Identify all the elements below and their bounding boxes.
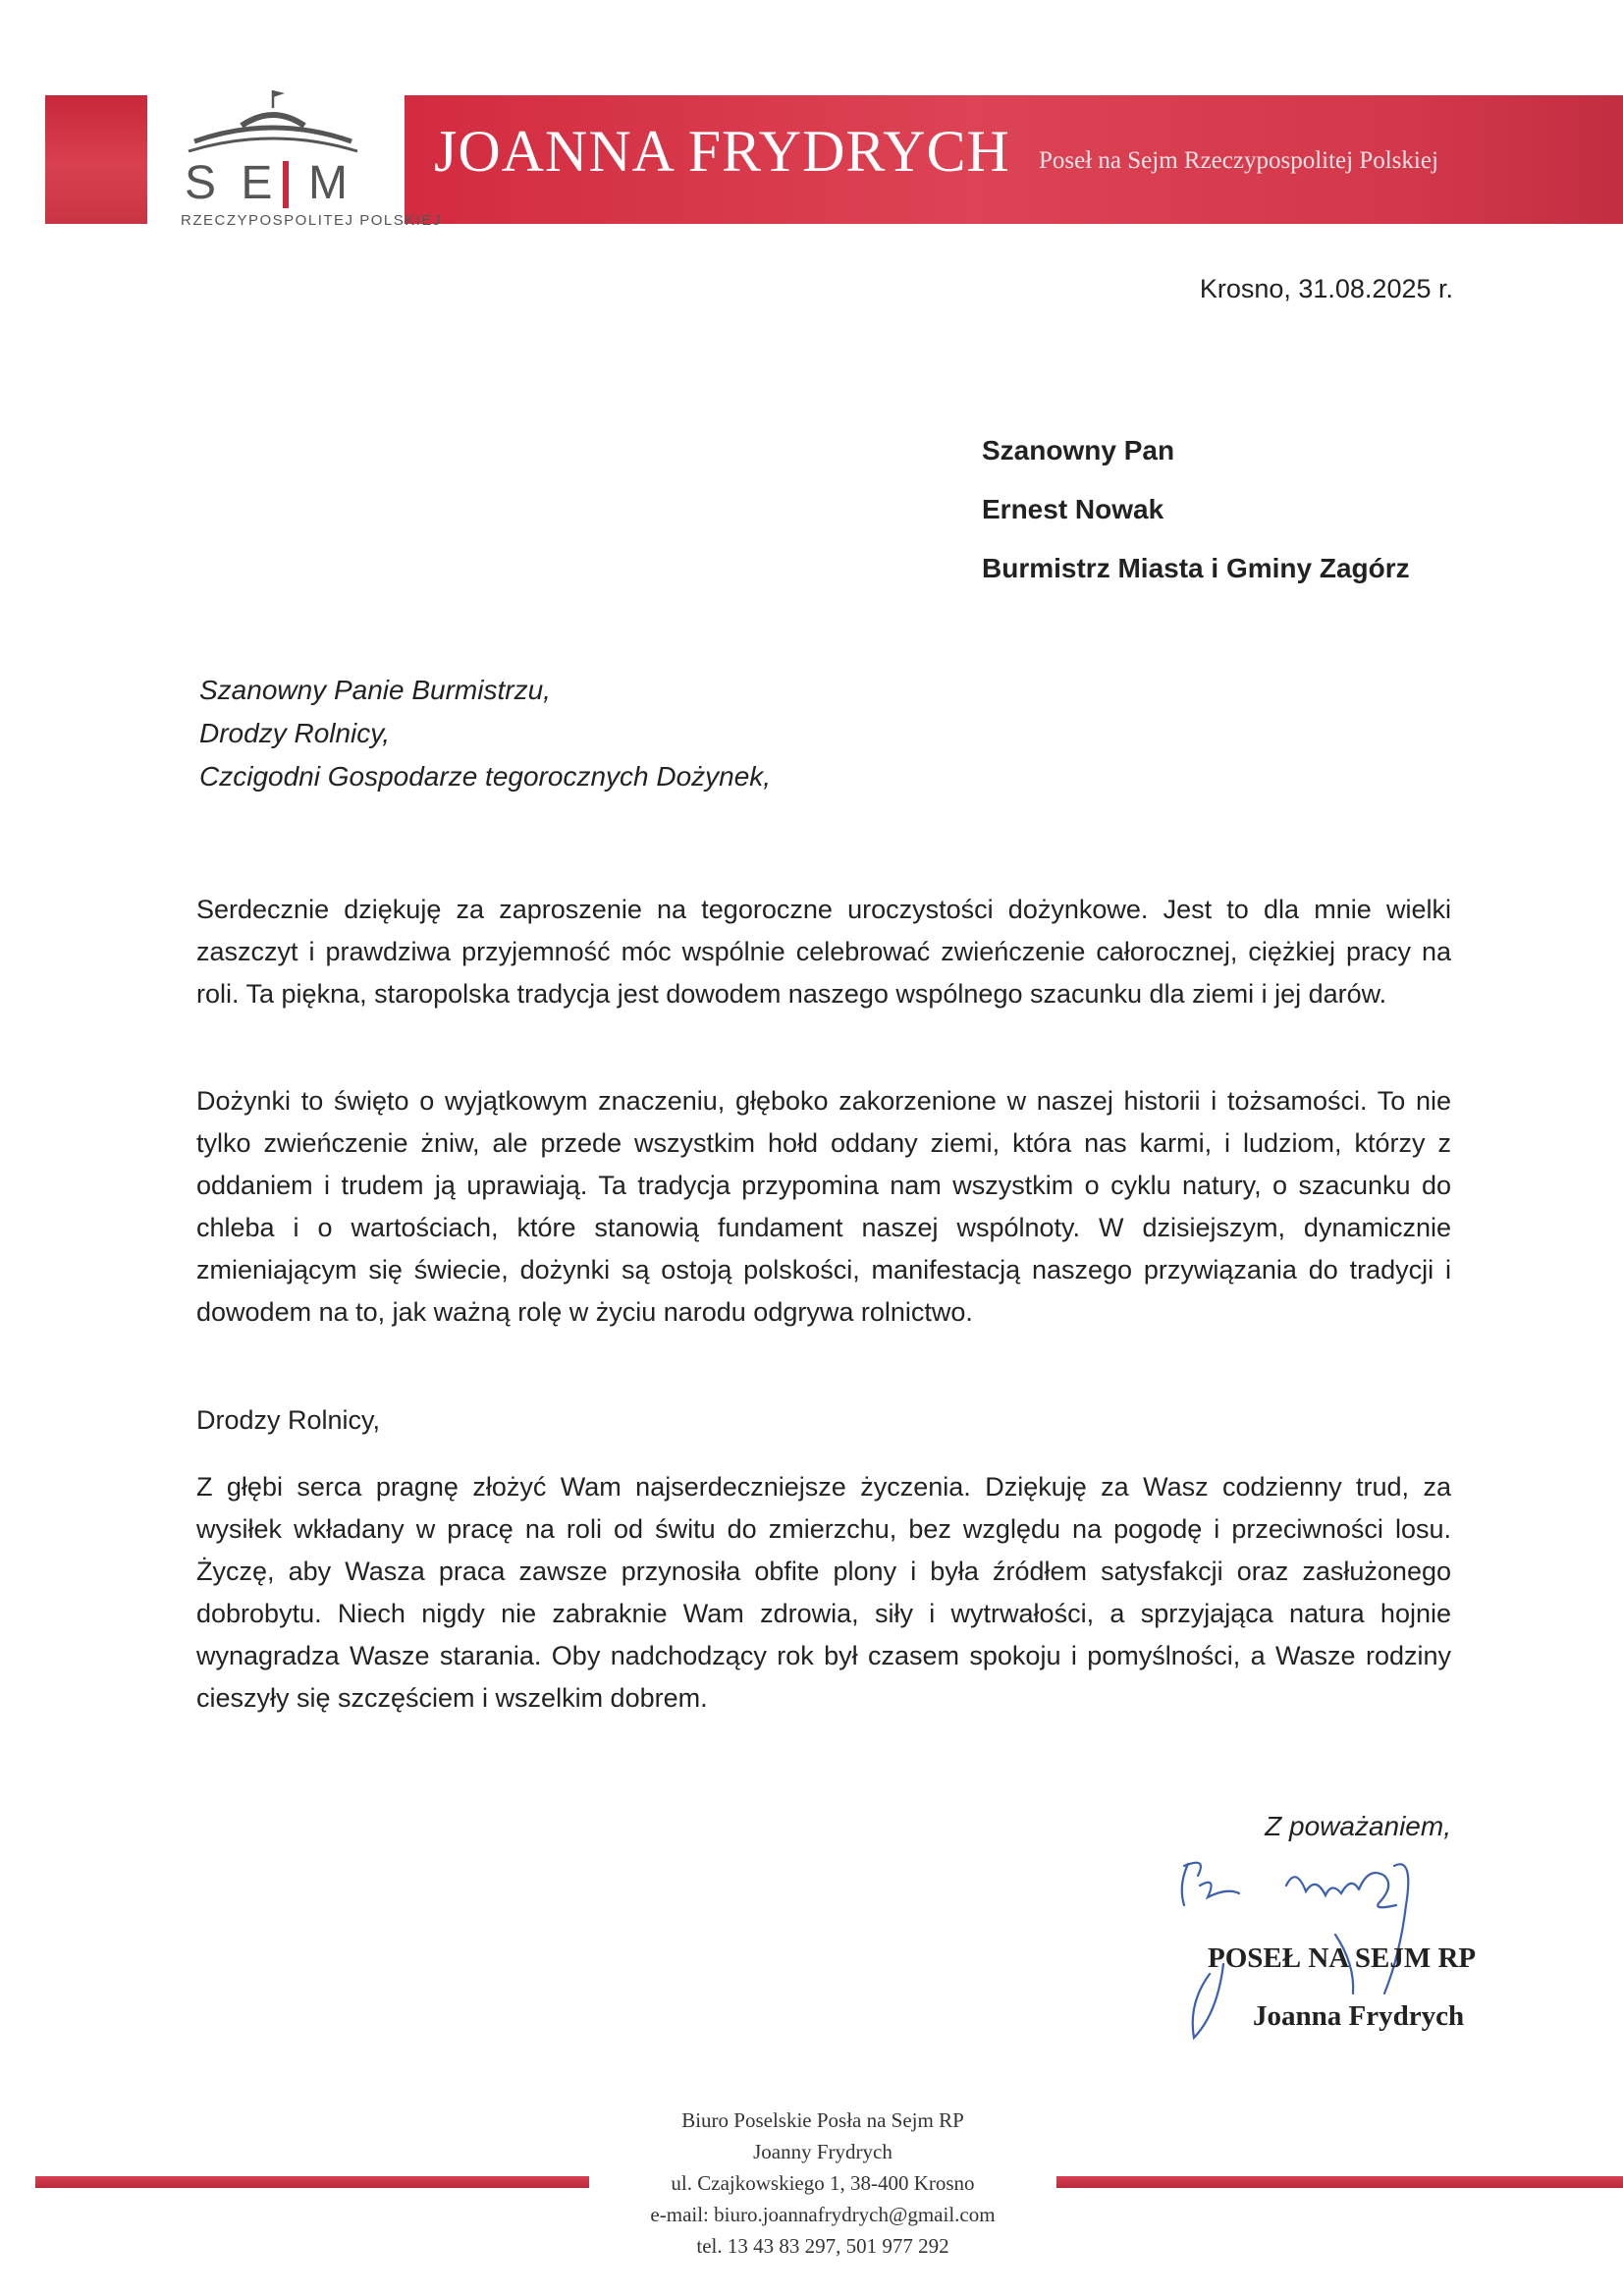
- footer-line: Biuro Poselskie Posła na Sejm RP: [681, 2108, 964, 2132]
- salutation-line: Szanowny Panie Burmistrzu,: [199, 675, 551, 705]
- footer-address: [589, 2105, 1056, 2262]
- footer-line: Joanny Frydrych: [753, 2140, 893, 2163]
- footer-rule-right: [1056, 2176, 1623, 2188]
- body-paragraph: Drodzy Rolnicy,: [196, 1405, 381, 1435]
- svg-text:M: M: [308, 157, 348, 209]
- recipient-line: Szanowny Pan: [982, 435, 1175, 465]
- header-band-left: [45, 95, 147, 224]
- footer-rule-left: [35, 2176, 589, 2188]
- recipient-line: Ernest Nowak: [982, 494, 1164, 524]
- recipient-line: Burmistrz Miasta i Gminy Zagórz: [982, 553, 1410, 583]
- body-paragraph: Serdecznie dziękuję za zaproszenie na tegoroczne uroczystości dożynkowe. Jest to dla mnie wielki zaszczyt i prawdziwa przyjemność móc wspólnie celebrować zwieńczenie całorocznej, ciężkiej pracy na roli. Ta piękna, staropolska tradycja jest dowodem naszego wspólnego szacunku dla ziemi i jej darów.: [196, 895, 1451, 1009]
- sejm-logo-icon: [165, 79, 381, 226]
- footer-phone: tel. 13 43 83 297, 501 977 292: [696, 2234, 949, 2258]
- logo-caption: RZECZYPOSPOLITEJ POLSKIEJ: [181, 212, 442, 229]
- closing: Z poważaniem,: [1265, 1811, 1451, 1841]
- svg-text:S E: S E: [185, 157, 279, 209]
- body-paragraph: Z głębi serca pragnę złożyć Wam najserdeczniejsze życzenia. Dziękuję za Wasz codzienny trud, za wysiłek wkładany w pracę na roli od świtu do zmierzchu, bez względu na pogodę i przeciwności losu. Życzę, aby Wasza praca zawsze przynosiła obfite plony i była źródłem satysfakcji oraz zasłużonego dobrobytu. Niech nigdy nie zabraknie Wam zdrowia, siły i wytrwałości, a sprzyjająca natura hojnie wynagradza Wasze starania. Oby nadchodzący rok był czasem spokoju i pomyślności, a Wasze rodziny cieszyły się szczęściem i wszelkim dobrem.: [196, 1472, 1451, 1713]
- letter-date: Krosno, 31.08.2025 r.: [1199, 274, 1453, 303]
- footer-line: ul. Czajkowskiego 1, 38-400 Krosno: [671, 2171, 975, 2195]
- header-title: Poseł na Sejm Rzeczypospolitej Polskiej: [1039, 147, 1438, 174]
- signature-title: POSEŁ NA SEJM RP: [1208, 1942, 1477, 1974]
- salutation-line: Drodzy Rolnicy,: [199, 718, 390, 748]
- footer-email: e-mail: biuro.joannafrydrych@gmail.com: [650, 2203, 996, 2226]
- signature-name: Joanna Frydrych: [1253, 2000, 1465, 2032]
- body-paragraph: Dożynki to święto o wyjątkowym znaczeniu, głęboko zakorzenione w naszej historii i tożsamości. To nie tylko zwieńczenie żniw, ale przede wszystkim hołd oddany ziemi, która nas karmi, i ludziom, którzy z oddaniem i trudem ją uprawiają. Ta tradycja przypomina nam wszystkim o cyklu natury, o szacunku do chleba i o wartościach, które stanowią fundament naszej wspólnoty. W dzisiejszym, dynamicznie zmieniającym się świecie, dożynki są ostoją polskości, manifestacją naszego przywiązania do tradycji i dowodem na to, jak ważną rolę w życiu narodu odgrywa rolnictwo.: [196, 1086, 1451, 1327]
- salutation-line: Czcigodni Gospodarze tegorocznych Dożynek,: [199, 761, 772, 792]
- header-name: JOANNA FRYDRYCH: [434, 119, 1010, 184]
